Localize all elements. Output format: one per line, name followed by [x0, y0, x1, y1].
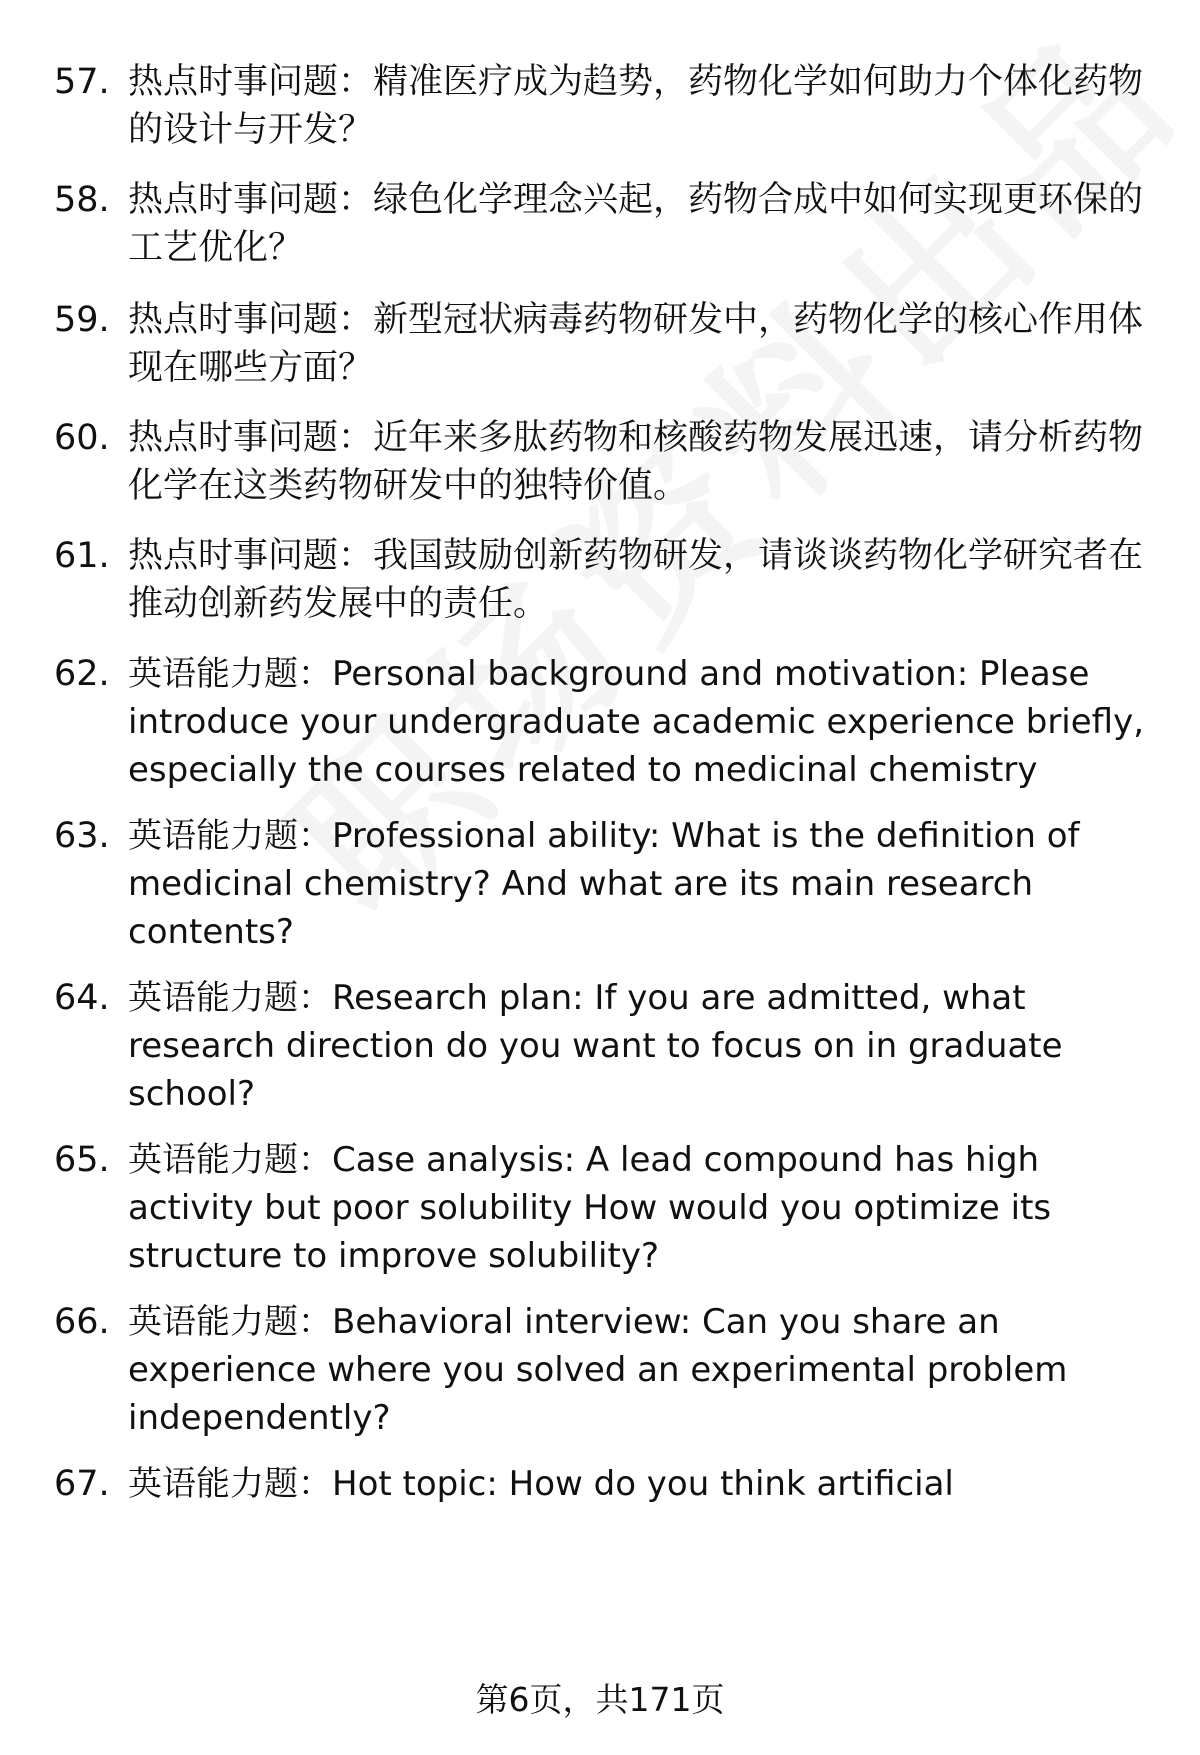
question-text: 热点时事问题：绿色化学理念兴起，药物合成中如何实现更环保的工艺优化？	[128, 180, 1144, 268]
question-number: 59.	[54, 300, 110, 340]
question-number: 64.	[54, 978, 110, 1018]
question-number: 61.	[54, 536, 110, 576]
question-text: 热点时事问题：新型冠状病毒药物研发中，药物化学的核心作用体现在哪些方面？	[128, 300, 1144, 388]
question-number: 66.	[54, 1302, 110, 1342]
question-number: 63.	[54, 816, 110, 856]
question-text: 英语能力题：Case analysis: A lead compound has high activity but poor solubility How would you optimize its structure to improve solubility?	[128, 1140, 1052, 1276]
question-number: 67.	[54, 1464, 110, 1504]
page-footer: 第6页，共171页	[475, 1680, 725, 1719]
question-number: 60.	[54, 418, 110, 458]
question-number: 62.	[54, 654, 110, 694]
question-text: 热点时事问题：近年来多肽药物和核酸药物发展迅速，请分析药物化学在这类药物研发中的独特价值。	[128, 418, 1144, 506]
question-text: 英语能力题：Hot topic: How do you think artificial	[128, 1464, 954, 1504]
question-number: 58.	[54, 180, 110, 220]
question-text: 英语能力题：Research plan: If you are admitted, what research direction do you want to focus on in graduate school?	[128, 978, 1063, 1114]
question-number: 57.	[54, 62, 110, 102]
question-text: 热点时事问题：精准医疗成为趋势，药物化学如何助力个体化药物的设计与开发？	[128, 62, 1144, 150]
question-text: 热点时事问题：我国鼓励创新药物研发，请谈谈药物化学研究者在推动创新药发展中的责任。	[128, 536, 1144, 624]
question-text: 英语能力题：Personal background and motivation: Please introduce your undergraduate academic experience briefly, especially the courses related to medicinal chemistry	[128, 654, 1145, 790]
question-text: 英语能力题：Professional ability: What is the definition of medicinal chemistry? And what are its main research contents?	[128, 816, 1080, 952]
question-number: 65.	[54, 1140, 110, 1180]
question-text: 英语能力题：Behavioral interview: Can you share an experience where you solved an experimental problem independently?	[128, 1302, 1068, 1438]
